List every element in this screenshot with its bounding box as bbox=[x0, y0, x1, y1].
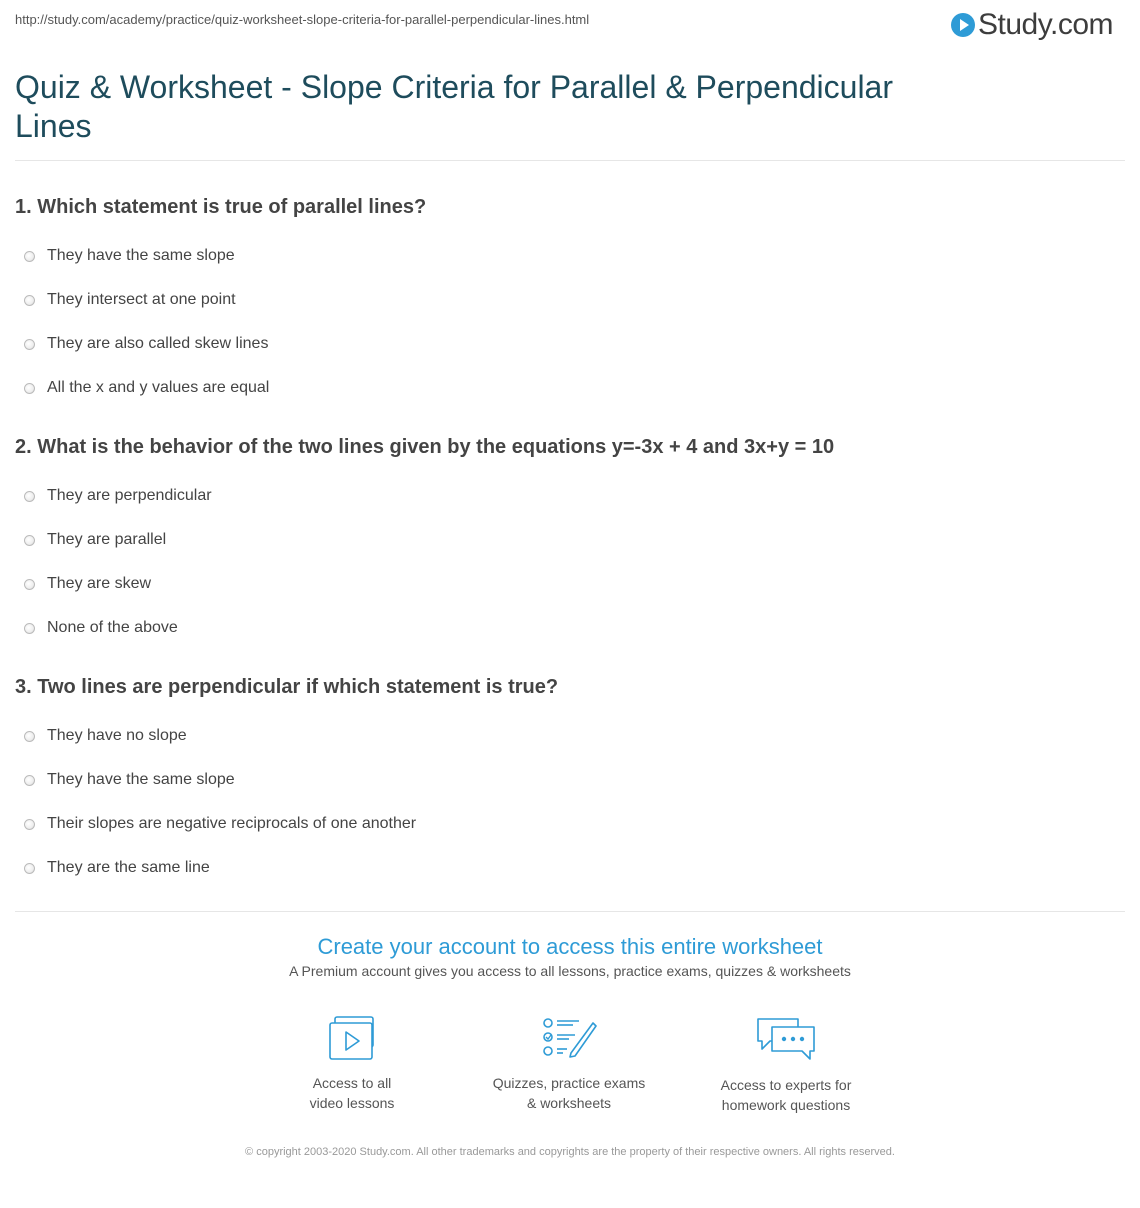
feature-quizzes bbox=[469, 1015, 669, 1113]
answer-option[interactable] bbox=[15, 565, 1115, 609]
answer-option[interactable] bbox=[15, 281, 1115, 325]
page-title: Quiz & Worksheet - Slope Criteria for Parallel & Perpendicular Lines bbox=[15, 69, 893, 144]
feature-label-line2: & worksheets bbox=[526, 1095, 612, 1111]
feature-label-line1: Quizzes, practice exams bbox=[492, 1075, 646, 1091]
answer-label: They are skew bbox=[47, 575, 152, 592]
radio-button[interactable] bbox=[24, 863, 35, 874]
radio-button[interactable] bbox=[24, 383, 35, 394]
answer-option[interactable] bbox=[15, 805, 1115, 849]
answer-option[interactable] bbox=[15, 717, 1115, 761]
feature-label-line2: video lessons bbox=[309, 1095, 395, 1111]
play-circle-icon bbox=[951, 13, 975, 37]
feature-experts bbox=[686, 1015, 886, 1115]
answer-list bbox=[15, 717, 1115, 893]
answer-label: They are parallel bbox=[47, 531, 167, 548]
radio-button[interactable] bbox=[24, 295, 35, 306]
chat-bubbles-icon bbox=[754, 1015, 818, 1063]
radio-button[interactable] bbox=[24, 819, 35, 830]
radio-button[interactable] bbox=[24, 579, 35, 590]
question-3 bbox=[15, 675, 1115, 893]
radio-button[interactable] bbox=[24, 623, 35, 634]
answer-label: They have no slope bbox=[47, 727, 187, 744]
logo-suffix: .com bbox=[1049, 8, 1113, 41]
page-url: http://study.com/academy/practice/quiz-worksheet-slope-criteria-for-parallel-perpendicular-lines.html bbox=[15, 12, 590, 27]
answer-option[interactable] bbox=[15, 521, 1115, 565]
video-lessons-icon bbox=[326, 1015, 378, 1061]
feature-label-line1: Access to experts for bbox=[720, 1077, 852, 1093]
top-bar bbox=[15, 0, 1125, 50]
divider bbox=[15, 160, 1125, 161]
logo-text: Study bbox=[977, 8, 1050, 41]
answer-label: They are the same line bbox=[47, 859, 210, 876]
radio-button[interactable] bbox=[24, 491, 35, 502]
divider bbox=[15, 911, 1125, 912]
answer-label: They intersect at one point bbox=[47, 291, 236, 308]
answer-label: They are perpendicular bbox=[47, 487, 212, 504]
question-text: 3. Two lines are perpendicular if which statement is true? bbox=[15, 676, 559, 698]
feature-video-lessons bbox=[252, 1015, 452, 1113]
answer-option[interactable] bbox=[15, 761, 1115, 805]
radio-button[interactable] bbox=[24, 339, 35, 350]
quiz-checklist-icon bbox=[541, 1015, 597, 1061]
radio-button[interactable] bbox=[24, 775, 35, 786]
answer-option[interactable] bbox=[15, 325, 1115, 369]
answer-label: They have the same slope bbox=[47, 247, 235, 264]
answer-list bbox=[15, 477, 1115, 653]
feature-label-line2: homework questions bbox=[721, 1097, 851, 1113]
answer-label: They have the same slope bbox=[47, 771, 235, 788]
study-logo[interactable] bbox=[951, 8, 1113, 42]
answer-list bbox=[15, 237, 1115, 413]
answer-label: They are also called skew lines bbox=[47, 335, 269, 352]
answer-option[interactable] bbox=[15, 609, 1115, 653]
answer-option[interactable] bbox=[15, 237, 1115, 281]
question-2 bbox=[15, 435, 1115, 653]
answer-label: All the x and y values are equal bbox=[47, 379, 270, 396]
signup-cta bbox=[0, 934, 1140, 979]
answer-label: Their slopes are negative reciprocals of one another bbox=[47, 815, 417, 832]
radio-button[interactable] bbox=[24, 535, 35, 546]
answer-option[interactable] bbox=[15, 849, 1115, 893]
cta-link[interactable]: Create your account to access this entire worksheet bbox=[317, 934, 823, 959]
answer-label: None of the above bbox=[47, 619, 178, 636]
question-text: 2. What is the behavior of the two lines given by the equations y=-3x + 4 and 3x+y = 10 bbox=[15, 436, 835, 458]
feature-label-line1: Access to all bbox=[312, 1075, 392, 1091]
answer-option[interactable] bbox=[15, 369, 1115, 413]
question-text: 1. Which statement is true of parallel lines? bbox=[15, 196, 427, 218]
question-1 bbox=[15, 195, 1115, 413]
copyright-text: © copyright 2003-2020 Study.com. All other trademarks and copyrights are the property of their respective owners. All rights reserved. bbox=[245, 1146, 895, 1158]
answer-option[interactable] bbox=[15, 477, 1115, 521]
cta-subtitle: A Premium account gives you access to all lessons, practice exams, quizzes & worksheets bbox=[289, 963, 851, 979]
radio-button[interactable] bbox=[24, 251, 35, 262]
radio-button[interactable] bbox=[24, 731, 35, 742]
